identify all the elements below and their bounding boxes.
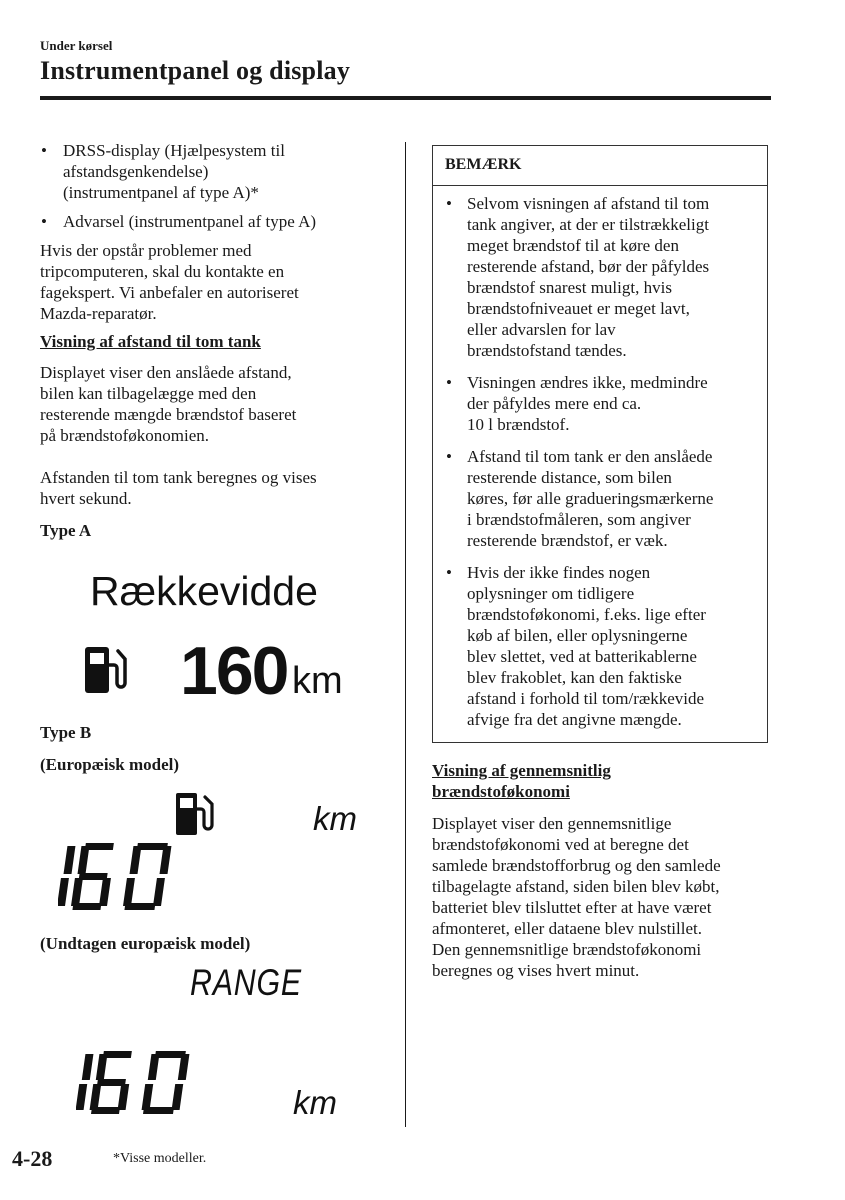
list-item: • Afstand til tom tank er den anslåede resterende distance, som bilen køres, før alle gradueringsmærkerne i brændstofmåleren, som angiver resterende brændstof, er væk. — [445, 446, 755, 551]
title-divider — [40, 96, 771, 100]
type-b-label: Type B (Europæisk model) — [40, 723, 180, 774]
fuel-pump-icon — [83, 643, 131, 697]
range-display-label: RANGE — [190, 962, 302, 1003]
page-number: 4-28 — [12, 1146, 53, 1171]
note-body — [433, 186, 767, 730]
non-euro-label: (Undtagen europæisk model) — [40, 934, 251, 953]
range-unit: km — [313, 800, 357, 837]
range-unit: km — [292, 660, 343, 702]
section-label: Under kørsel — [40, 38, 113, 53]
update-paragraph: Afstanden til tom tank beregnes og vises hvert sekund. — [40, 468, 317, 508]
range-paragraph: Displayet viser den anslåede afstand, bilen kan tilbagelægge med den resterende mængde brændstof baseret på brændstoføkonomien. — [40, 363, 297, 445]
section-heading-economy: Visning af gennemsnitlig brændstoføkonomi — [432, 761, 611, 801]
note-box — [432, 145, 768, 743]
economy-paragraph: Displayet viser den gennemsnitlige brændstoføkonomi ved at beregne det samlede brændstofforbrug og den samlede tilbagelagte afstand, siden bilen blev købt, batteriet blev tilsluttet efter at have været afmonteret, eller dataene blev nulstillet. Den gennemsnitlige brændstoføkonomi beregnes og vises hvert minut. — [432, 814, 721, 980]
fuel-pump-icon — [174, 790, 218, 838]
list-item: • Selvom visningen af afstand til tom tank angiver, at der er tilstrækkeligt meget brændstof til at køre den resterende afstand, bør der påfyldes brændstof snarest muligt, hvis brændstofniveauet er meget lavt, eller advarslen for lav brændstofstand tændes. — [445, 193, 755, 361]
note-title: BEMÆRK — [433, 146, 767, 186]
footnote: *Visse modeller. — [113, 1151, 207, 1166]
intro-paragraph: Hvis der opstår problemer med tripcomputeren, skal du kontakte en fagekspert. Vi anbefaler en autoriseret Mazda-reparatør. — [40, 241, 299, 323]
column-divider — [405, 142, 406, 1127]
range-unit: km — [293, 1084, 337, 1121]
right-column — [432, 760, 777, 981]
type-a-label: Type A — [40, 521, 92, 540]
left-column — [40, 140, 390, 541]
segment-display-value — [76, 1050, 208, 1116]
list-item: • Visningen ændres ikke, medmindre der påfyldes mere end ca. 10 l brændstof. — [445, 372, 755, 435]
segment-display-value — [58, 842, 190, 912]
list-item: • Hvis der ikke findes nogen oplysninger om tidligere brændstoføkonomi, f.eks. lige efter køb af bilen, eller oplysningerne blev slettet, ved at batterikablerne blev frakoblet, kan den faktiske afstand i forhold til tom/rækkevide afvige fra det angivne mængde. — [445, 562, 755, 730]
list-item: • Advarsel (instrumentpanel af type A) — [40, 211, 390, 232]
list-item: • DRSS-display (Hjælpesystem til afstandsgenkendelse) (instrumentpanel af type A)* — [40, 140, 390, 203]
range-value: 160 — [180, 633, 288, 709]
section-heading-range: Visning af afstand til tom tank — [40, 332, 261, 351]
page-title: Instrumentpanel og display — [40, 56, 351, 85]
range-display-label: Rækkevidde — [90, 568, 318, 614]
